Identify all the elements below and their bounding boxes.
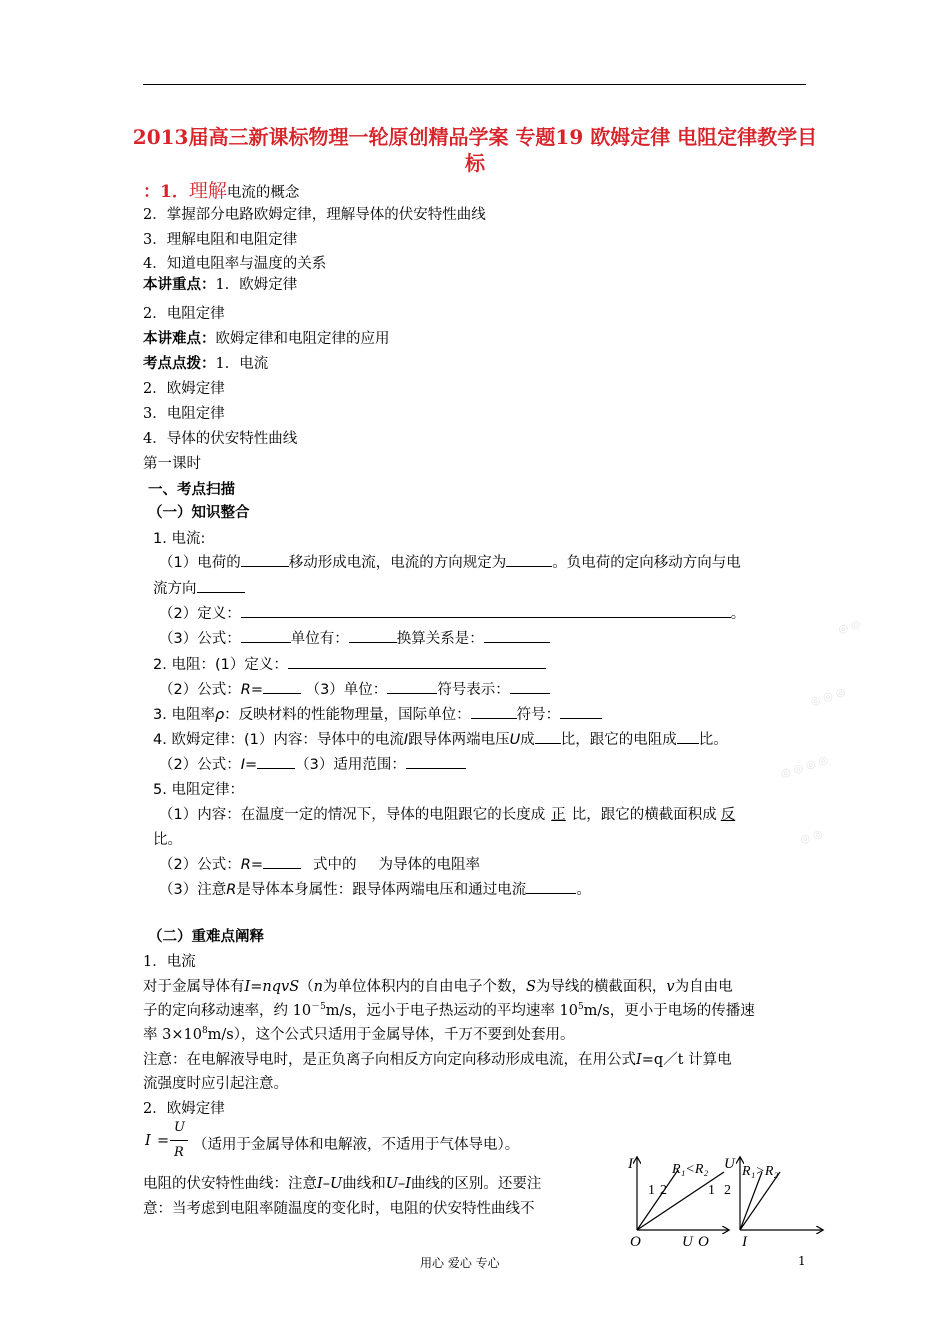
blank [257, 754, 295, 769]
k4-l1b: 跟导体两端电压 [408, 732, 510, 748]
graph-2-line-2 [740, 1172, 780, 1230]
k4-I2: I [240, 757, 246, 773]
p1-S: S [525, 979, 536, 995]
p1-formula: I=nqvS [244, 979, 300, 995]
k2-line2 [159, 678, 550, 699]
exam-point-1: 1．电流 [215, 356, 269, 372]
k2-R: R [240, 682, 251, 698]
graph-1-label-2: 2 [660, 1183, 667, 1198]
k2-l2b: （3）单位： [305, 682, 388, 698]
p2-l1a: 电阻的伏安特性曲线：注意 [143, 1176, 317, 1192]
goal-1 [143, 176, 299, 203]
watermark: ◎ ◎ [836, 616, 863, 637]
graph-2 [698, 1156, 822, 1250]
p1-l1b: （ [299, 979, 314, 995]
p1-l2b: m/s，远小于电子热运动的平均速率 10 [325, 1003, 578, 1019]
k1-l1a: （1）电荷的 [159, 555, 241, 571]
k4-l2a: （2）公式： [159, 757, 241, 773]
p1-l2a: 子的定向移动速率，约 10 [143, 1003, 312, 1019]
k5-l3b: 式中的 [312, 857, 357, 873]
blank [510, 679, 550, 694]
k3-rho: ρ [214, 707, 225, 723]
k1-l1b: 移动形成电流，电流的方向规定为 [288, 555, 507, 571]
exam-point-4: 4．导体的伏安特性曲线 [143, 431, 298, 447]
k4-l1c: 成 [520, 732, 535, 748]
blank [197, 578, 245, 593]
p1-line2 [143, 999, 755, 1020]
difficulty [143, 327, 390, 348]
k1-l4c: 换算关系是： [396, 631, 484, 647]
difficulty-label: 本讲难点： [143, 330, 216, 347]
k2-line1 [153, 653, 546, 674]
p1-e2: 5 [577, 1002, 584, 1013]
key-points-label: 本讲重点： [143, 276, 216, 293]
p1-n2: =q／t 计算电 [641, 1052, 732, 1068]
p1-line3 [143, 1023, 575, 1044]
goal-1-rest: 电流的概念 [226, 185, 300, 201]
p2-c1c: U [329, 1176, 343, 1192]
k5-zheng: 正 [551, 807, 566, 823]
blank [471, 704, 517, 719]
k2-l2c: 符号表示： [437, 682, 510, 698]
blank [560, 704, 602, 719]
k4-eq: = [245, 757, 258, 773]
k1-line4 [159, 627, 550, 648]
graph-2-x-label: I [742, 1234, 747, 1250]
k5-fan: 反 [720, 807, 736, 823]
p1-l3b: m/s），这个公式只适用于金属导体，千万不要到处套用。 [207, 1027, 575, 1043]
blank [535, 729, 561, 744]
fraction-bar [170, 1140, 188, 1141]
graph-1 [627, 1156, 728, 1250]
p1-nI: I [636, 1052, 642, 1068]
graph-1-caption: R₁<R₂ [672, 1162, 709, 1177]
graph-1-origin: O [630, 1234, 641, 1250]
k4-I: I [403, 732, 409, 748]
p2-l1b: 曲线和 [342, 1176, 386, 1192]
k4-line2 [159, 753, 466, 774]
k5-head: 5. 电阻定律： [153, 782, 244, 798]
k2-l2a: （2）公式： [159, 682, 241, 698]
k5-l4c: 。 [576, 882, 591, 898]
p1-v: v [666, 979, 675, 995]
k5-l1b: 比，跟它的横截面积成 [571, 807, 717, 823]
graph-2-y-label: U [724, 1156, 735, 1172]
blank [526, 879, 576, 894]
blank [484, 628, 550, 643]
k5-line1 [159, 803, 739, 824]
exam-points [143, 352, 268, 373]
graph-2-label-1: 1 [708, 1183, 715, 1198]
exam-point-2: 2．欧姆定律 [143, 381, 225, 397]
k5-line4 [159, 878, 591, 899]
k5-l3c: 为导体的电阻率 [378, 857, 480, 873]
p2-c2: U [385, 1176, 398, 1192]
ohm-U: U [174, 1120, 185, 1135]
goal-1-word: 理解 [188, 180, 227, 202]
blank [241, 552, 289, 567]
k2-eq: = [250, 682, 263, 698]
k4-l2b: （3）适用范围： [295, 757, 406, 773]
k1-l3: （2）定义： [159, 606, 241, 622]
k1-l4b: 单位有： [290, 631, 349, 647]
lesson-label: 第一课时 [143, 456, 201, 472]
goal-4: 4．知道电阻率与温度的关系 [143, 256, 327, 272]
p1-l1a: 对于金属导体有 [143, 979, 245, 995]
blank [406, 754, 466, 769]
k5-l4b: 是导体本身属性：跟导体两端电压和通过电流 [236, 882, 527, 898]
p2-c2b: – [397, 1176, 406, 1192]
k3-b: ：反映材料的性能物理量，国际单位： [224, 707, 471, 723]
k1-l1c: 。负电荷的定向移动方向与电 [552, 555, 741, 571]
p1-n: n [313, 979, 323, 995]
graph-1-line-2 [637, 1172, 724, 1230]
k4-l1d: 比，跟它的电阻成 [560, 732, 677, 748]
watermark: ◎ ◎ ◎ ◎ [779, 752, 830, 781]
k1-line1 [159, 551, 741, 572]
k3-a: 3. 电阻率 [153, 707, 215, 723]
k5-l1a: （1）内容：在温度一定的情况下，导体的电阻跟它的长度成 [159, 807, 546, 823]
k1-head: 1. 电流: [153, 531, 206, 547]
p2-line1 [143, 1172, 541, 1193]
footer-text: 用心 爱心 专心 [420, 1256, 500, 1270]
p1-head: 1．电流 [143, 954, 196, 970]
k3-c: 符号： [516, 707, 561, 723]
ohm-text: （适用于金属导体和电解液，不适用于气体导电）。 [193, 1137, 520, 1153]
graph-2-caption: R₁>R₂ [742, 1164, 779, 1179]
subsection-heading-2: （二）重难点阐释 [148, 928, 264, 945]
ohm-eq: = [157, 1133, 170, 1149]
p1-n1: 注意：在电解液导电时，是正负离子向相反方向定向移动形成电流，在用公式 [143, 1052, 636, 1068]
p2-c2c: I [405, 1176, 411, 1192]
p1-note2: 流强度时应引起注意。 [143, 1076, 288, 1092]
blank [349, 628, 397, 643]
p1-l1d: 为导线的横截面积， [535, 979, 667, 995]
iv-graphs [620, 1150, 830, 1250]
k2-l1: 2. 电阻：(1）定义： [153, 657, 288, 673]
k4-line1 [153, 728, 728, 749]
p1-line1 [143, 975, 733, 996]
goal-3: 3．理解电阻和电阻定律 [143, 232, 298, 248]
p1-e3: 8 [201, 1026, 208, 1037]
ohm-I: I [145, 1133, 151, 1149]
graph-1-x-label: U [682, 1234, 693, 1250]
k1-line2 [153, 577, 245, 598]
k5-R: R [240, 857, 251, 873]
k5-line2: 比。 [153, 832, 182, 848]
k1-l2: 流方向 [153, 581, 197, 597]
p1-e1: －5 [311, 1002, 326, 1013]
goal-2: 2．掌握部分电路欧姆定律，理解导体的伏安特性曲线 [143, 207, 486, 223]
k4-l1e: 比。 [698, 732, 728, 748]
graph-1-line-1 [637, 1170, 678, 1230]
blank [506, 552, 552, 567]
key-points [143, 273, 297, 294]
header-rule [143, 84, 806, 85]
blank [241, 603, 731, 618]
k1-l3end: 。 [730, 606, 746, 622]
blank [677, 729, 699, 744]
graph-2-origin: O [698, 1234, 709, 1250]
p2-l1c: 曲线的区别。还要注 [410, 1176, 542, 1192]
p1-l1e: 为自由电 [674, 979, 733, 995]
graph-1-y-label: I [628, 1156, 633, 1172]
p2-c1b: – [322, 1176, 330, 1192]
k5-l3a: （2）公式： [159, 857, 241, 873]
blank [263, 854, 301, 869]
k5-l4a: （3）注意 [159, 882, 227, 898]
p1-note [143, 1048, 732, 1069]
k4-l1a: 4. 欧姆定律：(1）内容：导体中的电流 [153, 732, 404, 748]
page-number: 1 [798, 1254, 806, 1268]
p2-c1: I [317, 1176, 323, 1192]
p1-l2c: m/s，更小于电场的传播速 [583, 1003, 755, 1019]
graph-2-label-2: 2 [724, 1183, 731, 1198]
graph-1-label-1: 1 [648, 1183, 655, 1198]
subsection-heading-1: （一）知识整合 [148, 505, 250, 521]
k5-eq: = [250, 857, 263, 873]
k5-R2: R [226, 882, 237, 898]
k3-line [153, 703, 602, 724]
p1-l1c: 为单位体积内的自由电子个数， [322, 979, 526, 995]
key-point-2: 2．电阻定律 [143, 306, 225, 322]
blank [263, 679, 301, 694]
key-point-1: 1．欧姆定律 [215, 277, 298, 293]
blank [387, 679, 437, 694]
blank [241, 628, 291, 643]
difficulty-text: 欧姆定律和电阻定律的应用 [215, 331, 390, 347]
ohm-R: R [174, 1145, 184, 1160]
page-title: 2013届高三新课标物理一轮原创精品学案 专题19 欧姆定律 电阻定律教学目标 [132, 125, 818, 175]
k4-U: U [509, 732, 521, 748]
k1-line3 [159, 602, 745, 623]
section-heading-1: 一、考点扫描 [148, 482, 235, 498]
graph-2-line-1 [740, 1172, 762, 1230]
exam-point-3: 3．电阻定律 [143, 406, 225, 422]
blank [288, 654, 546, 669]
exam-points-label: 考点点拨： [143, 355, 216, 372]
goal-1-prefix: ：1． [143, 182, 189, 202]
watermark: ◎ ◎ [798, 826, 825, 847]
p1-l3a: 率 3×10 [143, 1027, 202, 1043]
k5-line3 [159, 853, 480, 874]
watermark: ◎ ◎ ◎ [808, 684, 847, 709]
p2-line2: 意：当考虑到电阻率随温度的变化时，电阻的伏安特性曲线不 [143, 1201, 535, 1217]
k1-l4a: （3）公式： [159, 631, 241, 647]
p2-head: 2．欧姆定律 [143, 1101, 225, 1117]
